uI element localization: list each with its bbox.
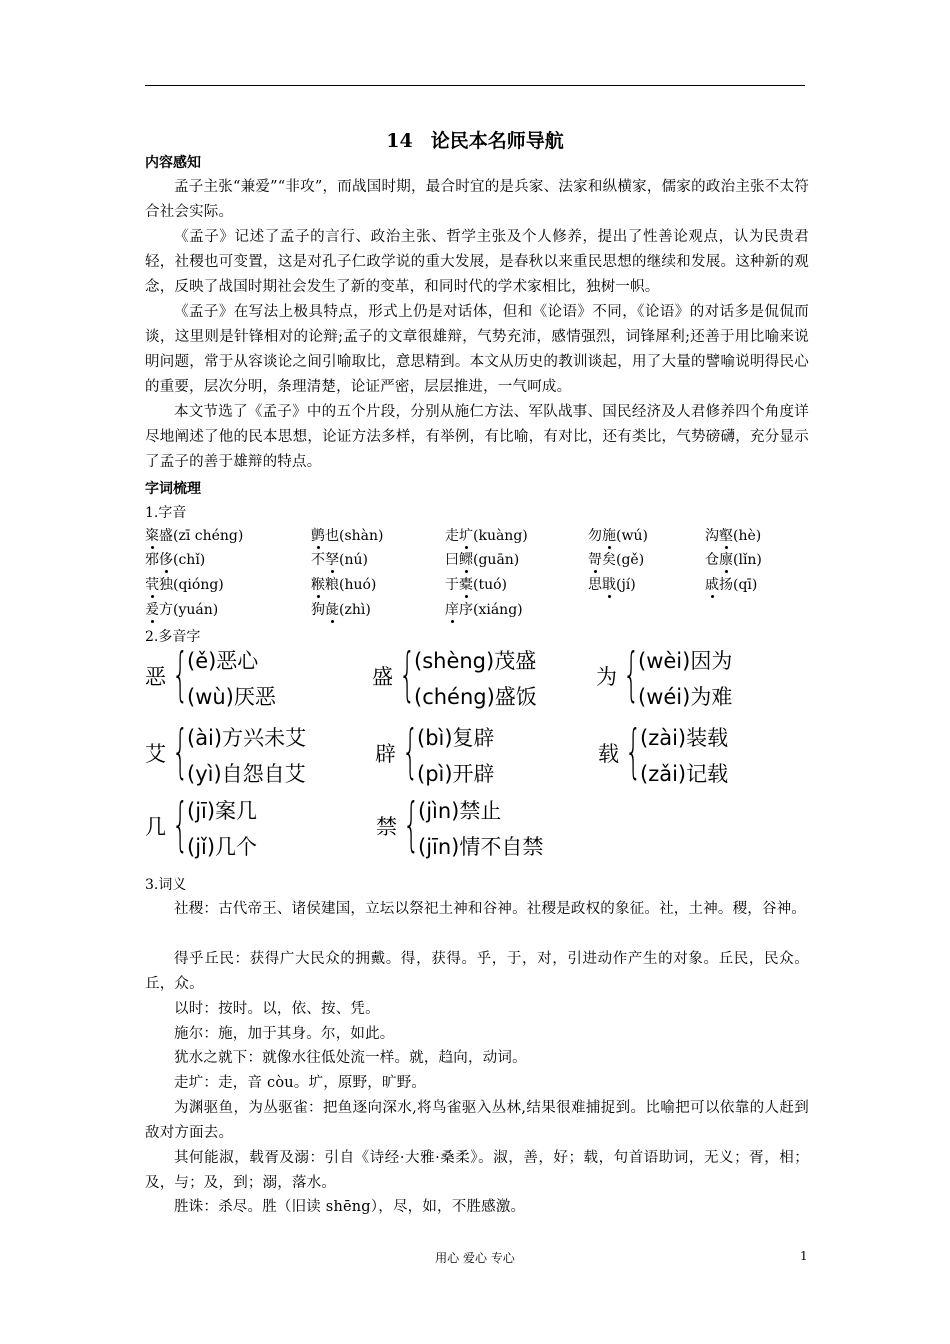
footer-motto: 用心 爱心 专心 <box>435 1251 515 1265</box>
pronunciation-suffix: (guān) <box>473 552 520 568</box>
pronunciation-suffix: 方(yuán) <box>159 602 219 618</box>
lesson-title: 论民本名师导航 <box>430 130 564 152</box>
meaning-item: 为渊驱鱼，为丛驱雀：把鱼逐向深水,将鸟雀驱入丛林,结果很难捕捉到。比喻把可以依靠的人赶到敌对方面去。 <box>145 1100 809 1141</box>
paragraph: 本文节选了《孟子》中的五个片段，分别从施仁方法、军队战事、国民经济及人君修养四个角度详尽地阐述了他的民本思想，论证方法多样，有举例，有比喻，有对比，还有类比，气势磅礴，充分显示了孟子的善于雄辩的特点。 <box>145 404 809 470</box>
pronunciation-target-char: 孥 <box>325 552 339 568</box>
brace-symbol: { <box>623 640 640 708</box>
pronunciation-target-char: 壑 <box>719 528 733 544</box>
meaning-item: 胜诛：杀尽。胜（旧读 shēng），尽，如，不胜感激。 <box>174 1199 526 1215</box>
pronunciation-prefix: 沟 <box>705 528 719 544</box>
header-rule <box>145 85 805 86</box>
pronunciation-suffix: (tuó) <box>473 577 507 593</box>
pronunciation-suffix: (wú) <box>616 528 648 544</box>
meaning-item: 其何能淑，载胥及溺：引自《诗经·大雅·桑柔》。淑，善，好；载，句首语助词，无义；胥，相；及，与；及，到；溺，落水。 <box>145 1150 809 1191</box>
meaning-item: 走圹：走，音 còu。圹，原野，旷野。 <box>174 1075 427 1091</box>
pronunciation-suffix: 也(shàn) <box>325 528 384 544</box>
pronunciation-item <box>588 549 644 569</box>
pronunciation-suffix: (kuàng) <box>473 528 528 544</box>
pronunciation-target-char: 施 <box>602 528 616 544</box>
polyphonic-reading: (shèng)茂盛 <box>414 649 537 673</box>
pronunciation-item <box>588 574 636 594</box>
paragraph: 《孟子》记述了孟子的言行、政治主张、哲学主张及个人修养，提出了性善论观点，认为民贵君轻，社稷也可变置，这是对孔子仁政学说的重大发展，是春秋以来重民思想的继续和发展。这种新的观念，反映了战国时期社会发生了新的变革，和同时代的学术家相比，独树一帜。 <box>145 229 809 295</box>
polyphonic-reading: (ě)恶心 <box>187 649 259 673</box>
polyphonic-reading: (jī)案几 <box>187 799 258 823</box>
paragraph: 孟子主张“兼爱”“非攻”，而战国时期，最合时宜的是兵家、法家和纵横家，儒家的政治主张不太符合社会实际。 <box>145 179 809 220</box>
subsection-label-pronunciation: 1.字音 <box>145 505 187 521</box>
pronunciation-item <box>145 599 218 619</box>
pronunciation-item <box>588 525 648 545</box>
pronunciation-item <box>311 549 368 569</box>
meaning-item: 得乎丘民：获得广大民众的拥戴。得，获得。乎，于，对，引进动作产生的对象。丘民，民众。丘，众。 <box>145 951 809 992</box>
pronunciation-prefix: 邪 <box>145 552 159 568</box>
pronunciation-suffix: 矣(gě) <box>602 552 645 568</box>
pronunciation-suffix: 盛(zī chéng) <box>159 528 244 544</box>
pronunciation-target-char: 彘 <box>325 602 339 618</box>
brace-symbol: { <box>625 717 642 785</box>
pronunciation-item <box>145 574 224 594</box>
pronunciation-target-char: 庠 <box>445 602 459 618</box>
pronunciation-prefix: 走 <box>445 528 459 544</box>
pronunciation-target-char: 糇 <box>311 577 325 593</box>
pronunciation-suffix: 序(xiáng) <box>459 602 523 618</box>
pronunciation-item <box>311 574 376 594</box>
pronunciation-item <box>705 525 761 545</box>
section-heading-content: 内容感知 <box>145 155 201 171</box>
brace-symbol: { <box>172 790 189 858</box>
brace-symbol: { <box>172 717 189 785</box>
pronunciation-item <box>311 599 371 619</box>
pronunciation-target-char: 戢 <box>602 577 616 593</box>
polyphonic-reading: (jīn)情不自禁 <box>418 835 544 859</box>
polyphonic-reading: (jǐ)几个 <box>187 835 258 859</box>
meaning-item: 犹水之就下：就像水往低处流一样。就，趋向，动词。 <box>174 1050 527 1066</box>
polyphonic-reading: (wéi)为难 <box>638 685 733 709</box>
pronunciation-suffix: (nú) <box>339 552 368 568</box>
pronunciation-target-char: 爰 <box>145 602 159 618</box>
polyphonic-reading: (zǎi)记载 <box>640 762 729 786</box>
pronunciation-suffix: (hè) <box>733 528 762 544</box>
meaning-item: 施尔：施，加于其身。尔，如此。 <box>174 1026 395 1042</box>
pronunciation-suffix: (chǐ) <box>173 552 206 568</box>
pronunciation-target-char: 戚 <box>705 577 719 593</box>
pronunciation-target-char: 粢 <box>145 528 159 544</box>
polyphonic-reading: (yì)自怨自艾 <box>187 762 306 786</box>
pronunciation-target-char: 橐 <box>459 577 473 593</box>
polyphonic-char: 几 <box>145 815 166 839</box>
pronunciation-target-char: 鳏 <box>459 552 473 568</box>
polyphonic-reading: (jìn)禁止 <box>418 799 502 823</box>
pronunciation-prefix: 思 <box>588 577 602 593</box>
polyphonic-char: 禁 <box>376 815 397 839</box>
pronunciation-item <box>145 525 243 545</box>
pronunciation-prefix: 勿 <box>588 528 602 544</box>
pronunciation-target-char: 哿 <box>588 552 602 568</box>
pronunciation-item <box>445 574 507 594</box>
polyphonic-reading: (ài)方兴未艾 <box>187 726 307 750</box>
pronunciation-suffix: 扬(qī) <box>719 577 758 593</box>
polyphonic-reading: (chéng)盛饭 <box>414 685 537 709</box>
polyphonic-reading: (wèi)因为 <box>638 649 733 673</box>
polyphonic-reading: (bì)复辟 <box>417 726 495 750</box>
pronunciation-prefix: 不 <box>311 552 325 568</box>
polyphonic-char: 辟 <box>375 742 396 766</box>
brace-symbol: { <box>402 717 419 785</box>
pronunciation-suffix: (lǐn) <box>733 552 762 568</box>
pronunciation-target-char: 鹯 <box>311 528 325 544</box>
pronunciation-suffix: 独(qióng) <box>159 577 224 593</box>
pronunciation-item <box>445 599 523 619</box>
polyphonic-char: 艾 <box>145 742 166 766</box>
pronunciation-item <box>445 549 519 569</box>
brace-symbol: { <box>172 640 189 708</box>
pronunciation-item <box>705 549 762 569</box>
polyphonic-char: 恶 <box>145 665 166 689</box>
meaning-item: 以时：按时。以，依、按、凭。 <box>174 1001 380 1017</box>
page-number: 1 <box>800 1249 808 1263</box>
meaning-item: 社稷：古代帝王、诸侯建国，立坛以祭祀土神和谷神。社稷是政权的象征。社，土神。稷，谷神。 <box>174 901 807 917</box>
pronunciation-suffix: (zhì) <box>339 602 371 618</box>
polyphonic-reading: (zài)装载 <box>640 726 729 750</box>
pronunciation-prefix: 仓 <box>705 552 719 568</box>
pronunciation-prefix: 狗 <box>311 602 325 618</box>
pronunciation-suffix: 粮(huó) <box>325 577 377 593</box>
pronunciation-target-char: 茕 <box>145 577 159 593</box>
pronunciation-prefix: 曰 <box>445 552 459 568</box>
pronunciation-item <box>445 525 528 545</box>
subsection-label-meanings: 3.词义 <box>145 877 187 893</box>
pronunciation-suffix: (jí) <box>616 577 636 593</box>
page-title <box>0 126 950 153</box>
pronunciation-item <box>705 574 757 594</box>
pronunciation-prefix: 于 <box>445 577 459 593</box>
pronunciation-target-char: 侈 <box>159 552 173 568</box>
polyphonic-char: 盛 <box>372 665 393 689</box>
pronunciation-item <box>145 549 205 569</box>
polyphonic-reading: (pì)开辟 <box>417 762 495 786</box>
pronunciation-target-char: 廪 <box>719 552 733 568</box>
brace-symbol: { <box>403 790 420 858</box>
pronunciation-item <box>311 525 384 545</box>
polyphonic-reading: (wù)厌恶 <box>187 685 276 709</box>
brace-symbol: { <box>399 640 416 708</box>
pronunciation-target-char: 圹 <box>459 528 473 544</box>
lesson-number: 14 <box>386 130 413 152</box>
polyphonic-char: 载 <box>598 742 619 766</box>
polyphonic-char: 为 <box>596 665 617 689</box>
section-heading-words: 字词梳理 <box>145 481 201 497</box>
paragraph: 《孟子》在写法上极具特点，形式上仍是对话体，但和《论语》不同，《论语》的对话多是侃侃而谈，这里则是针锋相对的论辩;孟子的文章很雄辩，气势充沛，感情强烈，词锋犀利;还善于用比喻来说明问题，常于从容谈论之间引喻取比，意思精到。本文从历史的教训谈起，用了大量的譬喻说明得民心的重要，层次分明，条理清楚，论证严密，层层推进，一气呵成。 <box>145 304 809 395</box>
subsection-label-polyphonic: 2.多音字 <box>145 629 201 645</box>
